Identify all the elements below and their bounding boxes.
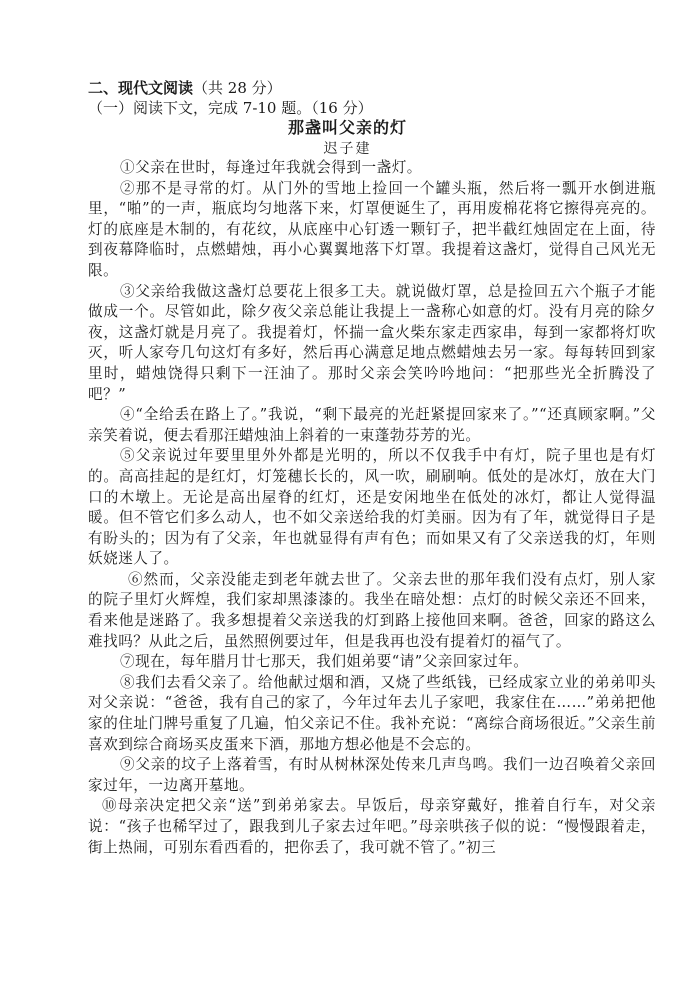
- section-heading-score: （共 28 分）: [193, 79, 282, 97]
- paragraph-2: ②那不是寻常的灯。从门外的雪地上捡回一个罐头瓶，然后将一瓢开水倒进瓶里，“啪”的一声，瓶底均匀地落下来，灯罩便诞生了，再用废棉花将它擦得亮亮的。灯的底座是木制的，有花纹，从底座中心钉透一颗钉子，把半截红烛固定在上面，待到夜幕降临时，点燃蜡烛，再小心翼翼地落下灯罩。我提着这盏灯，觉得自己风光无限。: [88, 179, 656, 279]
- article-author: 迟子建: [323, 141, 372, 157]
- question-instruction: （一）阅读下文，完成 7-10 题。（16 分）: [88, 99, 373, 117]
- paragraph-6: ⑥然而，父亲没能走到老年就去世了。父亲去世的那年我们没有点灯，别人家的院子里灯火辉煌，我们家却黑漆漆的。我坐在暗处想：点灯的时候父亲还不回来，看来他是迷路了。我多想提着父亲送我的灯到路上接他回来啊。爸爸，回家的路这么难找吗？从此之后，虽然照例要过年，但是我再也没有提着灯的福气了。: [88, 570, 656, 650]
- paragraph-8: ⑧我们去看父亲了。给他献过烟和酒，又烧了些纸钱，已经成家立业的弟弟叩头对父亲说：“爸爸，我有自己的家了，今年过年去儿子家吧，我家住在……”弟弟把他家的住址门牌号重复了几遍，怕父亲记不住。我补充说：“离综合商场很近。”父亲生前喜欢到综合商场买皮蛋来下酒，那地方想必他是不会忘的。: [88, 673, 656, 753]
- paragraph-7: ⑦现在，每年腊月廿七那天，我们姐弟要“请”父亲回家过年。: [120, 653, 529, 671]
- paragraph-4: ④“全给丢在路上了。”我说，“剩下最亮的光赶紧提回家来了。”“还真顾家啊。”父亲笑着说，便去看那汪蜡烛油上斜着的一束蓬勃芬芳的光。: [88, 406, 656, 444]
- paragraph-1: ①父亲在世时，每逢过年我就会得到一盏灯。: [120, 159, 422, 176]
- article-title: 那盏叫父亲的灯: [287, 118, 407, 137]
- article-body: [88, 158, 656, 858]
- section-heading-title: 二、现代文阅读: [88, 79, 194, 97]
- section-heading: [88, 78, 282, 98]
- paragraph-3: ③父亲给我做这盏灯总要花上很多工夫。就说做灯罩，总是捡回五六个瓶子才能做成一个。尽管如此，除夕夜父亲总能让我提上一盏称心如意的灯。没有月亮的除夕夜，这盏灯就是月亮了。我提着灯，怀揣一盒火柴东家走西家串，每到一家都将灯吹灭，听人家夸几句这灯有多好，然后再心满意足地点燃蜡烛去另一家。每每转回到家里时，蜡烛饶得只剩下一汪油了。那时父亲会笑吟吟地问：“把那些光全折腾没了吧？”: [88, 282, 656, 403]
- paragraph-9: ⑨父亲的坟子上落着雪，有时从树林深处传来几声鸟鸣。我们一边召唤着父亲回家过年，一边离开墓地。: [88, 756, 656, 794]
- paragraph-10: ⑩母亲决定把父亲“送”到弟弟家去。早饭后，母亲穿戴好，推着自行车，对父亲说：“孩子也稀罕过了，跟我到儿子家去过年吧。”母亲哄孩子似的说：“慢慢跟着走，街上热闹，可别东看西看的，把你丢了，我可就不管了。”初三: [88, 797, 656, 856]
- paragraph-5: ⑤父亲说过年要里里外外都是光明的，所以不仅我手中有灯，院子里也是有灯的。高高挂起的是红灯，灯笼穗长长的，风一吹，刷刷响。低处的是冰灯，放在大门口的木墩上。无论是高出屋脊的红灯，还是安闲地坐在低处的冰灯，都让人觉得温暖。但不管它们多么动人，也不如父亲送给我的灯美丽。因为有了年，就觉得日子是有盼头的；因为有了父亲，年也就显得有声有色；而如果又有了父亲送我的灯，年则妖娆迷人了。: [88, 447, 656, 568]
